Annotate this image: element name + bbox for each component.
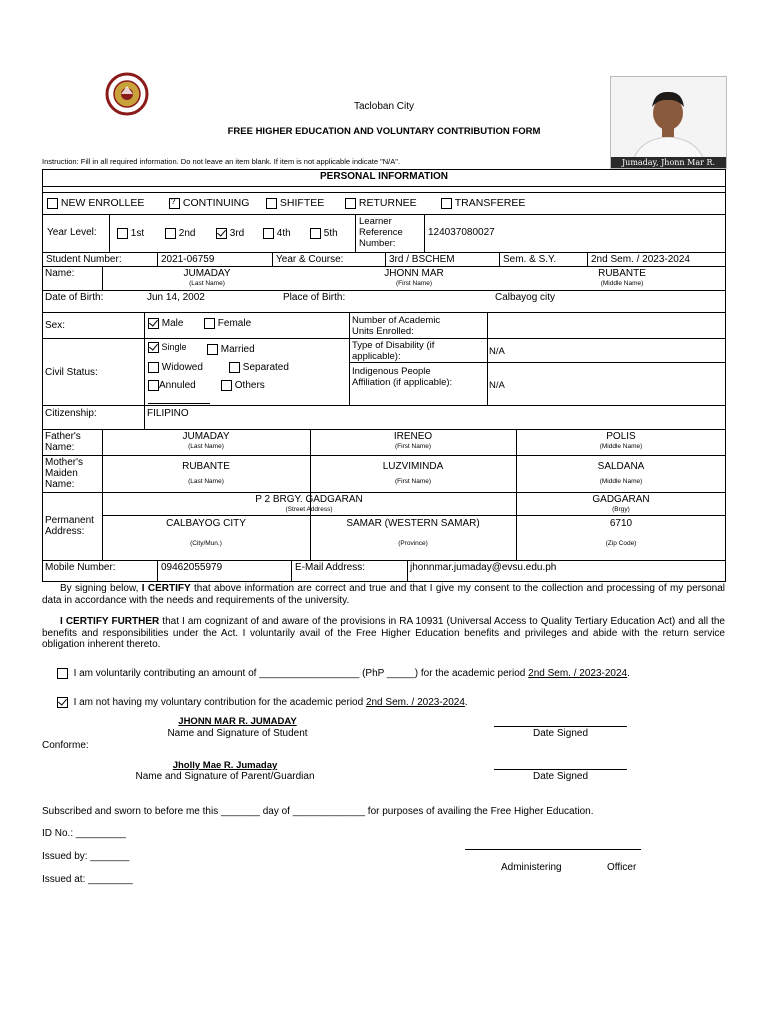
student-signature-name: JHONN MAR R. JUMADAY	[178, 716, 297, 727]
father-first-name: IRENEO	[393, 431, 433, 442]
year-option-4th[interactable]: 4th	[263, 228, 291, 239]
mother-middle-caption: (Middle Name)	[599, 478, 643, 485]
barangay: GADGARAN	[592, 494, 650, 505]
contribution-option-no[interactable]: I am not having my voluntary contribution for the academic period 2nd Sem. / 2023-2024.	[57, 697, 468, 708]
civil-option-widowed[interactable]: Widowed	[148, 362, 203, 373]
civil-option-single[interactable]: Single	[148, 342, 187, 353]
zip-code: 6710	[609, 518, 633, 529]
civil-option-married[interactable]: Married	[207, 344, 255, 355]
civil-option-separated[interactable]: Separated	[229, 362, 289, 373]
instruction: Instruction: Fill in all required information. Do not leave an item blank. If item is not applicable indicate "N/A".	[42, 157, 400, 166]
middle-name-caption: (Middle Name)	[600, 280, 644, 287]
issued-at-field: Issued at: ________	[42, 874, 133, 885]
units-label-2: Units Enrolled:	[352, 326, 414, 337]
barangay-caption: (Brgy)	[612, 506, 630, 513]
sex-label: Sex:	[45, 320, 66, 331]
father-last-name: JUMADAY	[182, 431, 230, 442]
mother-last-caption: (Last Name)	[188, 478, 224, 485]
enrollment-option-transferee[interactable]: TRANSFEREE	[441, 197, 525, 209]
year-option-2nd[interactable]: 2nd	[165, 228, 195, 239]
student-number-label: Student Number:	[46, 254, 122, 265]
student-first-name: JHONN MAR	[384, 268, 444, 279]
issued-by-field: Issued by: _______	[42, 851, 130, 862]
year-option-5th[interactable]: 5th	[310, 228, 338, 239]
person-icon	[611, 77, 726, 168]
mobile-label: Mobile Number:	[45, 562, 116, 573]
mobile-number: 09462055979	[161, 562, 223, 573]
disability-label-2: applicable):	[352, 351, 401, 362]
father-first-caption: (First Name)	[394, 443, 432, 450]
student-middle-name: RUBANTE	[598, 268, 646, 279]
civil-status-label: Civil Status:	[45, 367, 98, 378]
sex-option-male[interactable]: Male	[148, 318, 183, 329]
dob-label: Date of Birth:	[45, 292, 104, 303]
administering-label: Administering	[501, 862, 562, 873]
mother-first-name: LUZVIMINDA	[382, 461, 444, 472]
father-label-1: Father's	[45, 431, 81, 442]
father-label-2: Name:	[45, 442, 75, 453]
form-title: FREE HIGHER EDUCATION AND VOLUNTARY CONTRIBUTION FORM	[227, 126, 541, 137]
parent-signature-caption: Name and Signature of Parent/Guardian	[135, 771, 315, 782]
sem-label: Sem. & S.Y.	[503, 254, 557, 265]
year-level-label: Year Level:	[47, 227, 97, 238]
mother-last-name: RUBANTE	[182, 461, 230, 472]
parent-signature-name: Jholly Mae R. Jumaday	[172, 760, 278, 771]
province-caption: (Province)	[398, 540, 428, 547]
disability-label-1: Type of Disability (if	[352, 340, 435, 351]
certify-paragraph: By signing below, I CERTIFY that above information are correct and true and that I give my consent to the collection and processing of my personal data in accordance with the needs and requirements of the university.	[42, 583, 725, 606]
province: SAMAR (WESTERN SAMAR)	[346, 518, 480, 529]
father-last-caption: (Last Name)	[188, 443, 224, 450]
photo-caption: Jumaday, Jhonn Mar R.	[611, 157, 726, 168]
city-municipality: CALBAYOG CITY	[166, 518, 246, 529]
enrollment-option-continuing[interactable]: ? CONTINUING	[169, 197, 249, 209]
student-last-name: JUMADAY	[183, 268, 231, 279]
date-signed-parent: Date Signed	[532, 771, 589, 782]
section-title: PERSONAL INFORMATION	[320, 171, 448, 182]
city-name: Tacloban City	[353, 101, 415, 112]
indigenous-label-1: Indigenous People	[352, 366, 431, 377]
conforme-label: Conforme:	[42, 740, 89, 751]
address-label-1: Permanent	[45, 515, 94, 526]
indigenous-label-2: Affiliation (if applicable):	[352, 377, 453, 388]
mother-label-2: Maiden	[45, 468, 78, 479]
sem-value: 2nd Sem. / 2023-2024	[591, 254, 690, 265]
father-middle-caption: (Middle Name)	[599, 443, 643, 450]
lrn-label-3: Number:	[359, 238, 396, 249]
disability-value: N/A	[489, 346, 505, 357]
units-label-1: Number of Academic	[352, 315, 441, 326]
id-no-field: ID No.: _________	[42, 828, 126, 839]
sex-option-female[interactable]: Female	[204, 318, 251, 329]
email-label: E-Mail Address:	[295, 562, 366, 573]
address-label-2: Address:	[45, 526, 85, 537]
father-middle-name: POLIS	[606, 431, 636, 442]
mother-label-3: Name:	[45, 479, 75, 490]
name-label: Name:	[45, 268, 75, 279]
enrollment-option-new[interactable]: NEW ENROLLEE	[47, 197, 144, 209]
mother-middle-name: SALDANA	[597, 461, 645, 472]
street-address: P 2 BRGY. GADGARAN	[255, 494, 363, 505]
lrn-label-2: Reference	[359, 227, 403, 238]
enrollment-option-shiftee[interactable]: SHIFTEE	[266, 197, 324, 209]
citizenship-label: Citizenship:	[45, 408, 97, 419]
mother-first-caption: (First Name)	[394, 478, 432, 485]
dob-value: Jun 14, 2002	[147, 292, 205, 303]
pob-value: Calbayog city	[495, 292, 556, 303]
civil-option-others[interactable]: Others	[221, 380, 265, 391]
lrn-value: 124037080027	[428, 227, 495, 238]
contribution-option-yes[interactable]: I am voluntarily contributing an amount of __________________ (PhP _____) for the academic period 2nd Sem. / 2023-2024.	[57, 668, 630, 679]
year-option-1st[interactable]: 1st	[117, 228, 144, 239]
date-signed-student: Date Signed	[532, 728, 589, 739]
course-label: Year & Course:	[276, 254, 344, 265]
civil-option-annuled[interactable]: Annuled	[148, 380, 196, 391]
student-number: 2021-06759	[161, 254, 215, 265]
last-name-caption: (Last Name)	[189, 280, 225, 287]
indigenous-value: N/A	[489, 380, 505, 391]
student-photo	[610, 76, 727, 169]
first-name-caption: (First Name)	[395, 280, 433, 287]
course-value: 3rd / BSCHEM	[389, 254, 455, 265]
email-value: jhonnmar.jumaday@evsu.edu.ph	[410, 562, 557, 573]
citizenship-value: FILIPINO	[147, 408, 189, 419]
sworn-statement: Subscribed and sworn to before me this _______ day of _____________ for purposes of availing the Free Higher Education.	[42, 806, 594, 817]
mother-label-1: Mother's	[45, 457, 84, 468]
city-caption: (City/Mun.)	[190, 540, 222, 547]
lrn-label-1: Learner	[359, 216, 392, 227]
street-caption: (Street Address)	[285, 506, 333, 513]
enrollment-option-returnee[interactable]: RETURNEE	[345, 197, 417, 209]
officer-label: Officer	[607, 862, 637, 873]
year-option-3rd[interactable]: 3rd	[216, 228, 244, 239]
zip-caption: (Zip Code)	[605, 540, 637, 547]
pob-label: Place of Birth:	[283, 292, 346, 303]
certify-further-paragraph: I CERTIFY FURTHER that I am cognizant of and aware of the provisions in RA 10931 (Universal Access to Quality Tertiary Education Act) and all the benefits and responsibilities under the Act. I voluntarily avail of the Free Higher Education benefits and privileges and abide with the return service obligation inherent thereto.	[42, 616, 725, 650]
student-signature-caption: Name and Signature of Student	[167, 728, 308, 739]
